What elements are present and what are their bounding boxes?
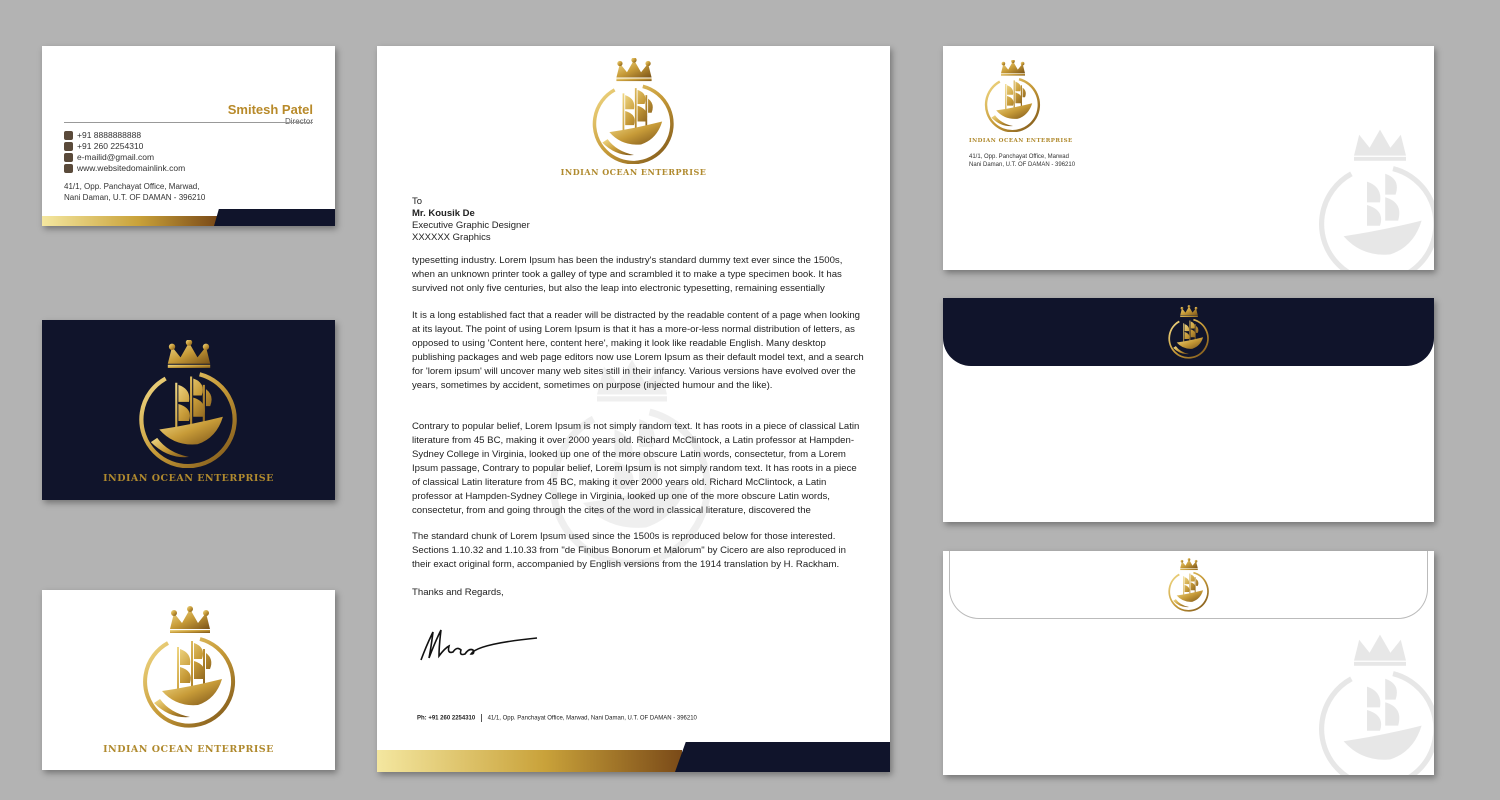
business-card-back-dark (42, 320, 335, 500)
letter-paragraph-3: Contrary to popular belief, Lorem Ipsum is not simply random text. It has roots in a piece of classical Latin literature from 45 BC, making it over 2000 years old. Richard McClintock, a Latin professor at Hampden-Sydney College in Virginia, looked up one of the more obscure Latin words, consectetur, from a Lorem Ipsum passage, Contrary to popular belief, Lorem Ipsum is not simply random text. It has roots in a piece of classical Latin literature from 45 BC, making it over 2000 years old. Richard McClintock, a Latin professor at Hampden-Sydney College in Virginia, looked up one of the more obscure Latin words, consectetur, from and going through the cites of the word in classical literature, discovered the (412, 421, 860, 516)
ship-crest-watermark-icon (1315, 631, 1434, 775)
envelope-address-line1: 41/1, Opp. Panchayat Office, Marwad (969, 154, 1069, 160)
card-phone2: +91 260 2254310 (77, 141, 144, 151)
card-phone1: +91 8888888888 (77, 130, 142, 140)
letterhead (377, 46, 890, 772)
ship-crest-logo-icon (983, 60, 1043, 132)
brand-name: INDIAN OCEAN ENTERPRISE (103, 473, 274, 484)
recipient-block (412, 196, 865, 244)
envelope-address-line2: Nani Daman, U.T. OF DAMAN - 396210 (969, 162, 1076, 168)
phone-icon (64, 142, 73, 151)
ship-crest-logo-icon (140, 606, 240, 728)
letter-paragraph-4: The standard chunk of Lorem Ipsum used since the 1500s is reproduced below for those interested. Sections 1.10.32 and 1.10.33 from "de Finibus Bonorum et Malorum" by Cicero are also reproduced in their exact original form, accompanied by English versions from the 1914 translation by H. Rackham. (412, 531, 846, 570)
letter-footer (417, 714, 697, 722)
recipient-title: Executive Graphic Designer (412, 220, 530, 231)
recipient-to: To (412, 196, 423, 207)
letter-footer-address: 41/1, Opp. Panchayat Office, Marwad, Nani Daman, U.T. OF DAMAN - 396210 (487, 715, 697, 722)
envelope-front (943, 46, 1434, 270)
card-address-line1: 41/1, Opp. Panchayat Office, Marwad, (64, 182, 200, 191)
web-icon (64, 164, 73, 173)
letter-paragraph-2: It is a long established fact that a reader will be distracted by the readable content of a page when looking at its layout. The point of using Lorem Ipsum is that it has a more-or-less normal distribution of letters, as opposed to using 'Content here, content here', making it look like readable English. Many desktop publishing packages and web page editors now use Lorem Ipsum as their default model text, and a search for 'lorem ipsum' will uncover many web sites still in their infancy. Various versions have evolved over the years, sometimes by accident, sometimes on purpose (injected humour and the like). (412, 310, 864, 391)
business-card-back-light (42, 590, 335, 770)
letter-brand-name: INDIAN OCEAN ENTERPRISE (560, 167, 707, 177)
card-name: Smitesh Patel (227, 102, 313, 117)
envelope-back-light-flap (943, 551, 1434, 775)
card-address-line2: Nani Daman, U.T. OF DAMAN - 396210 (64, 193, 206, 202)
signature-icon (419, 624, 539, 666)
card-contact-list (64, 130, 185, 174)
envelope-brand-name: INDIAN OCEAN ENTERPRISE (969, 138, 1073, 144)
letter-gold-stripe (377, 750, 682, 772)
letter-closing: Thanks and Regards, (412, 587, 504, 598)
card-divider (64, 122, 313, 123)
ship-crest-logo-icon (1167, 557, 1211, 613)
ship-crest-watermark-icon (1315, 126, 1434, 270)
ship-crest-logo-icon (136, 340, 242, 468)
card-navy-stripe (214, 209, 335, 226)
ship-crest-logo-icon (590, 58, 678, 164)
letter-paragraph-1: typesetting industry. Lorem Ipsum has been the industry's standard dummy text ever since the 1500s, when an unknown printer took a galley of type and scrambled it to make a type specimen book. It has survived not only five centuries, but also the leap into electronic typesetting, remaining essentially (412, 255, 843, 294)
envelope-back-dark-flap (943, 298, 1434, 522)
envelope-address (969, 153, 1075, 169)
business-card-front (42, 46, 335, 226)
letter-footer-phone: Ph: +91 260 2254310 (417, 715, 476, 722)
card-gold-stripe (42, 216, 217, 226)
card-website: www.websitedomainlink.com (77, 163, 186, 173)
letter-navy-stripe (675, 742, 890, 772)
recipient-company: XXXXXX Graphics (412, 232, 491, 243)
card-address (64, 181, 205, 203)
email-icon (64, 153, 73, 162)
brand-name: INDIAN OCEAN ENTERPRISE (103, 744, 274, 755)
card-email: e-mailid@gmail.com (77, 152, 155, 162)
recipient-name: Mr. Kousik De (412, 208, 475, 219)
ship-crest-logo-icon (1167, 304, 1211, 360)
mobile-icon (64, 131, 73, 140)
